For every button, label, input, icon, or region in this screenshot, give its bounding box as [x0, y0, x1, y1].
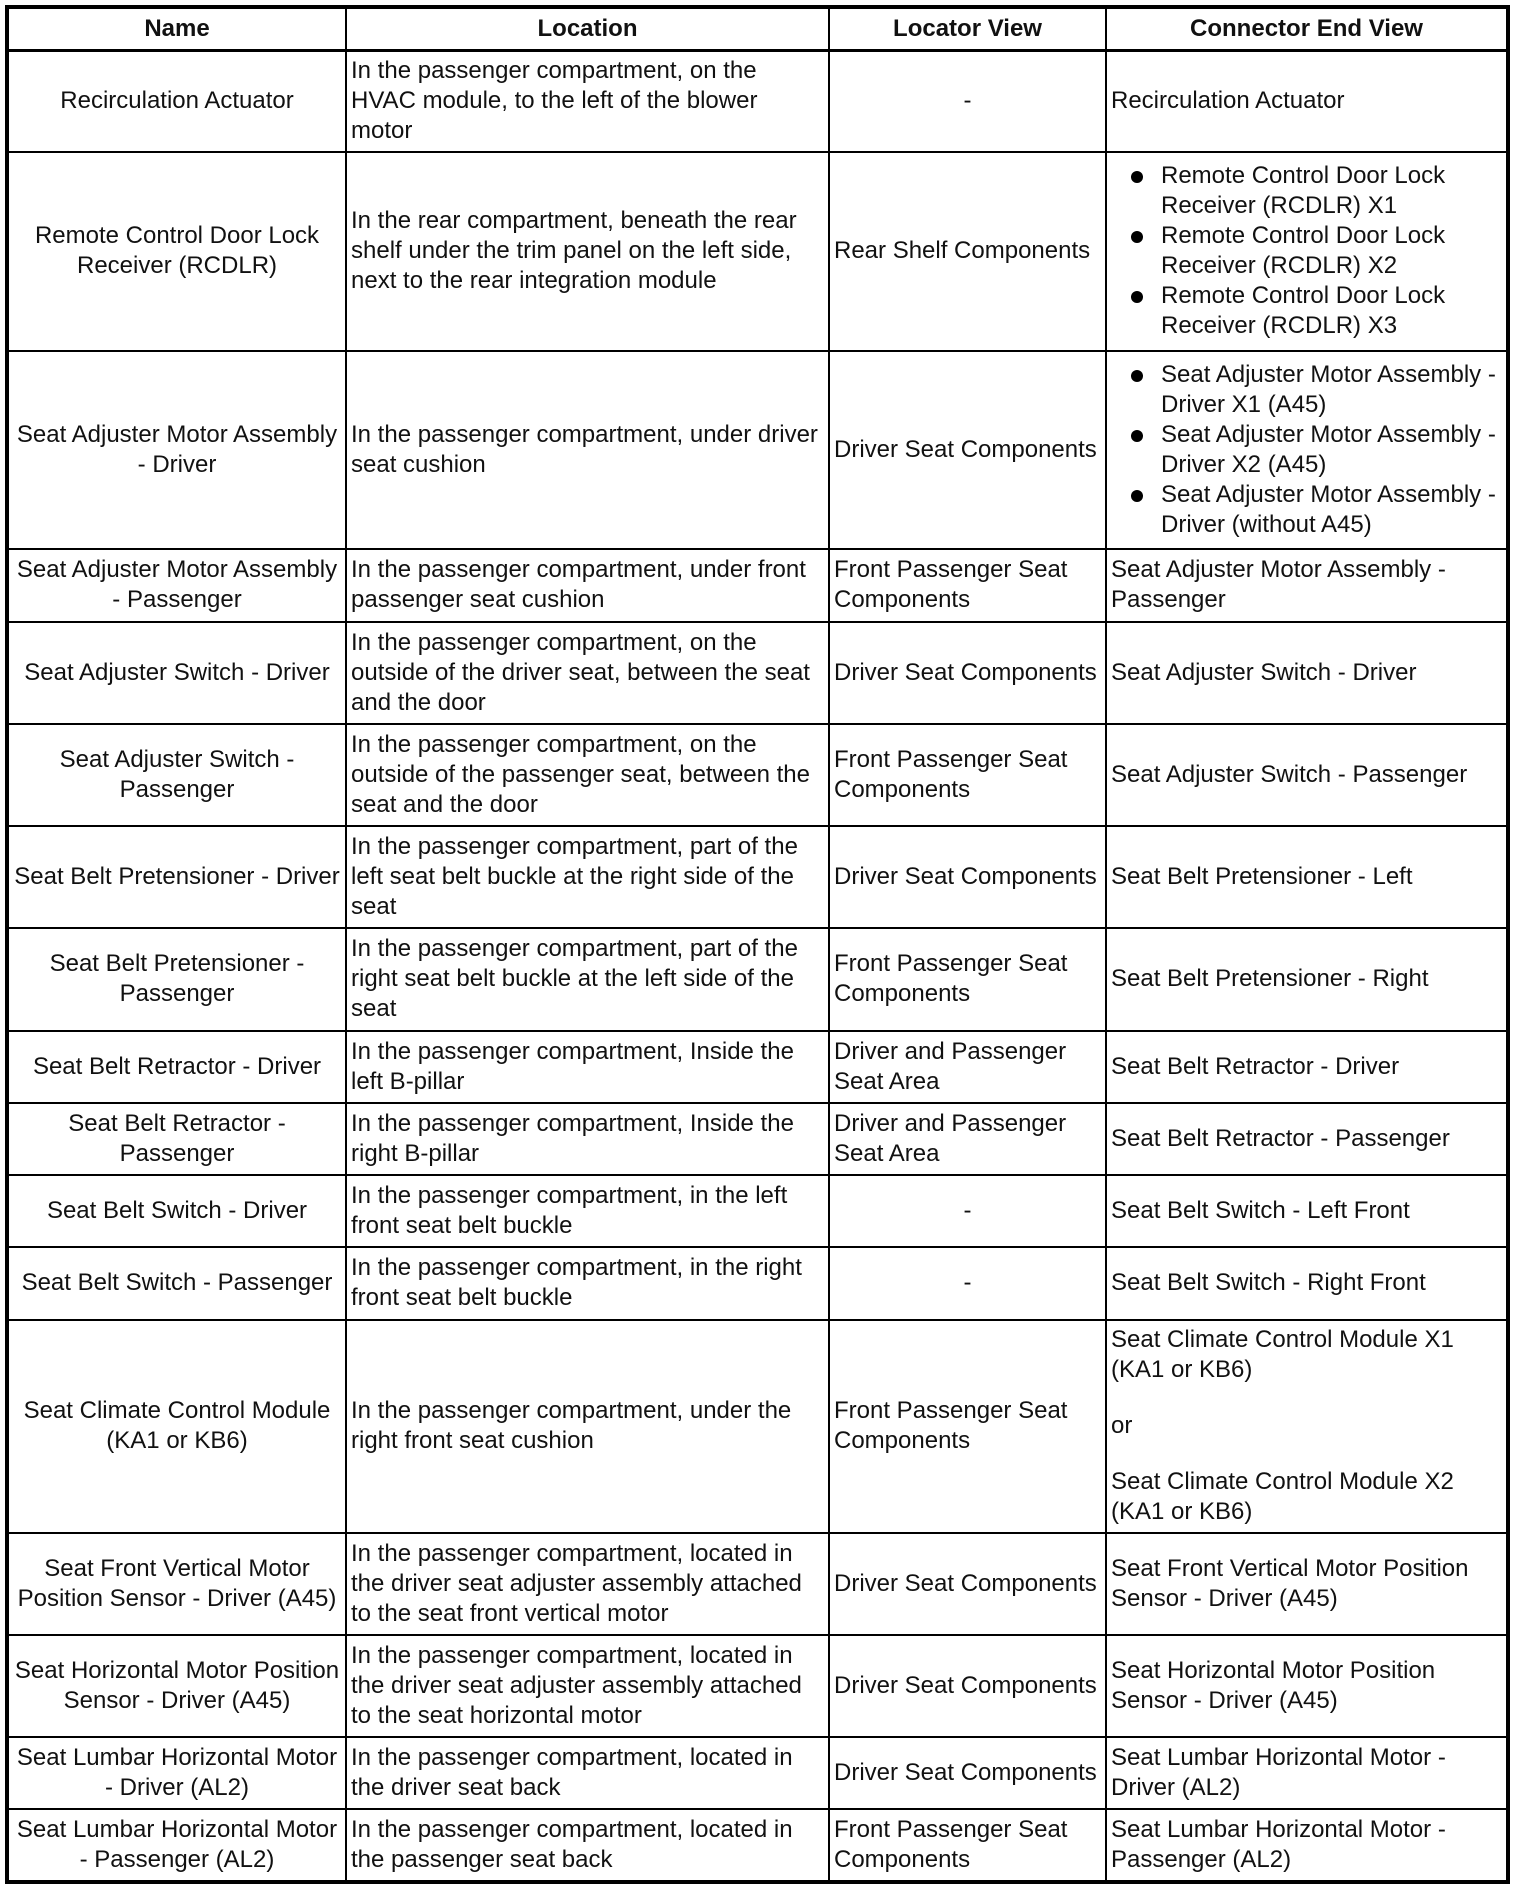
- bullet-icon: [1131, 370, 1143, 382]
- connector-bullet-item[interactable]: [1131, 480, 1502, 540]
- cell-locator-view[interactable]: Driver Seat Components: [829, 1533, 1106, 1635]
- connector-bullet-list: [1111, 360, 1502, 540]
- table-body: [7, 51, 1508, 1882]
- cell-location: In the passenger compartment, in the left front seat belt buckle: [346, 1175, 829, 1247]
- connector-link[interactable]: Seat Adjuster Motor Assembly - Driver X2 (A45): [1161, 420, 1496, 478]
- connector-link[interactable]: Remote Control Door Lock Receiver (RCDLR) X3: [1161, 282, 1446, 339]
- table-row: [7, 724, 1508, 826]
- connector-link[interactable]: Seat Climate Control Module X1 (KA1 or KB6): [1111, 1326, 1454, 1383]
- cell-connector-end-view: [1106, 1247, 1508, 1320]
- bullet-icon: [1131, 490, 1143, 502]
- connector-link[interactable]: Seat Horizontal Motor Position Sensor - Driver (A45): [1111, 1656, 1436, 1714]
- bullet-icon: [1131, 171, 1143, 183]
- cell-name: Seat Lumbar Horizontal Motor - Driver (AL2): [7, 1737, 346, 1809]
- connector-bullet-item[interactable]: [1131, 360, 1502, 420]
- cell-connector-end-view: [1106, 51, 1508, 152]
- cell-locator-view[interactable]: Driver and Passenger Seat Area: [829, 1103, 1106, 1175]
- cell-name: Seat Belt Switch - Passenger: [7, 1247, 346, 1320]
- cell-connector-end-view: [1106, 1809, 1508, 1882]
- cell-locator-view[interactable]: Driver and Passenger Seat Area: [829, 1031, 1106, 1103]
- cell-locator-view[interactable]: Driver Seat Components: [829, 826, 1106, 928]
- bullet-icon: [1131, 430, 1143, 442]
- table-row: [7, 928, 1508, 1031]
- cell-name: Seat Belt Pretensioner - Passenger: [7, 928, 346, 1031]
- table-row: [7, 1247, 1508, 1320]
- cell-locator-view: -: [829, 51, 1106, 152]
- connector-link[interactable]: Seat Front Vertical Motor Position Sensor - Driver (A45): [1111, 1554, 1469, 1612]
- table-row: [7, 1809, 1508, 1882]
- header-row: [7, 7, 1508, 51]
- connector-link[interactable]: Remote Control Door Lock Receiver (RCDLR) X2: [1161, 222, 1446, 279]
- connector-link[interactable]: Seat Belt Pretensioner - Right: [1111, 965, 1429, 992]
- cell-connector-end-view: [1106, 1175, 1508, 1247]
- cell-location: In the passenger compartment, Inside the right B-pillar: [346, 1103, 829, 1175]
- cell-locator-view[interactable]: Front Passenger Seat Components: [829, 1809, 1106, 1882]
- table-row: [7, 549, 1508, 622]
- component-locator-table: [5, 5, 1510, 1884]
- cell-connector-end-view: [1106, 1320, 1508, 1533]
- cell-connector-end-view: [1106, 1031, 1508, 1103]
- connector-link[interactable]: Seat Belt Retractor - Driver: [1111, 1052, 1400, 1080]
- connector-link[interactable]: Seat Lumbar Horizontal Motor - Driver (AL2): [1111, 1743, 1446, 1801]
- cell-name: Seat Climate Control Module (KA1 or KB6): [7, 1320, 346, 1533]
- table-row: [7, 1031, 1508, 1103]
- connector-link[interactable]: Seat Belt Switch - Right Front: [1111, 1269, 1426, 1296]
- cell-location: In the passenger compartment, in the right front seat belt buckle: [346, 1247, 829, 1320]
- cell-location: In the passenger compartment, part of the left seat belt buckle at the right side of the seat: [346, 826, 829, 928]
- cell-locator-view: -: [829, 1247, 1106, 1320]
- cell-locator-view[interactable]: Driver Seat Components: [829, 1635, 1106, 1737]
- cell-location: In the passenger compartment, under driver seat cushion: [346, 351, 829, 549]
- connector-link[interactable]: Seat Adjuster Motor Assembly - Driver (without A45): [1161, 480, 1496, 538]
- connector-link[interactable]: Seat Adjuster Switch - Driver: [1111, 658, 1417, 686]
- header-connector-end-view: Connector End View: [1106, 7, 1508, 51]
- cell-connector-end-view: [1106, 152, 1508, 351]
- cell-locator-view[interactable]: Front Passenger Seat Components: [829, 928, 1106, 1031]
- cell-connector-end-view: [1106, 1635, 1508, 1737]
- table-row: [7, 351, 1508, 549]
- cell-location: In the passenger compartment, part of the right seat belt buckle at the left side of the seat: [346, 928, 829, 1031]
- bullet-icon: [1131, 231, 1143, 243]
- connector-link[interactable]: Seat Adjuster Motor Assembly - Driver X1 (A45): [1161, 360, 1496, 418]
- cell-location: In the passenger compartment, Inside the left B-pillar: [346, 1031, 829, 1103]
- cell-name: Seat Belt Switch - Driver: [7, 1175, 346, 1247]
- cell-location: In the passenger compartment, on the outside of the driver seat, between the seat and the door: [346, 622, 829, 724]
- cell-name: Seat Belt Retractor - Driver: [7, 1031, 346, 1103]
- cell-locator-view[interactable]: Driver Seat Components: [829, 351, 1106, 549]
- cell-connector-end-view: [1106, 1737, 1508, 1809]
- cell-location: In the passenger compartment, on the outside of the passenger seat, between the seat and the door: [346, 724, 829, 826]
- connector-link[interactable]: Seat Belt Retractor - Passenger: [1111, 1124, 1450, 1152]
- table-row: [7, 1533, 1508, 1635]
- bullet-icon: [1131, 291, 1143, 303]
- cell-connector-end-view: [1106, 826, 1508, 928]
- cell-locator-view[interactable]: Front Passenger Seat Components: [829, 1320, 1106, 1533]
- cell-location: In the passenger compartment, located in the passenger seat back: [346, 1809, 829, 1882]
- cell-name: Seat Adjuster Switch - Passenger: [7, 724, 346, 826]
- cell-location: In the passenger compartment, located in the driver seat adjuster assembly attached to the seat front vertical motor: [346, 1533, 829, 1635]
- table-row: [7, 826, 1508, 928]
- cell-connector-end-view: [1106, 724, 1508, 826]
- table-row: [7, 1103, 1508, 1175]
- cell-connector-end-view: [1106, 1533, 1508, 1635]
- cell-name: Seat Lumbar Horizontal Motor - Passenger (AL2): [7, 1809, 346, 1882]
- cell-locator-view[interactable]: Front Passenger Seat Components: [829, 549, 1106, 622]
- connector-bullet-item[interactable]: [1131, 221, 1502, 281]
- cell-connector-end-view: [1106, 622, 1508, 724]
- header-locator-view: Locator View: [829, 7, 1106, 51]
- connector-separator: or: [1111, 1412, 1133, 1439]
- connector-link[interactable]: Seat Adjuster Motor Assembly - Passenger: [1111, 556, 1446, 613]
- spacer: [1111, 1385, 1502, 1411]
- connector-bullet-item[interactable]: [1131, 281, 1502, 341]
- cell-locator-view[interactable]: Driver Seat Components: [829, 1737, 1106, 1809]
- connector-bullet-item[interactable]: [1131, 161, 1502, 221]
- cell-name: Seat Belt Retractor - Passenger: [7, 1103, 346, 1175]
- header-name: Name: [7, 7, 346, 51]
- connector-link[interactable]: Recirculation Actuator: [1111, 87, 1345, 115]
- cell-locator-view[interactable]: Driver Seat Components: [829, 622, 1106, 724]
- cell-locator-view[interactable]: Front Passenger Seat Components: [829, 724, 1106, 826]
- connector-link[interactable]: Seat Climate Control Module X2 (KA1 or KB6): [1111, 1468, 1454, 1525]
- cell-connector-end-view: [1106, 1103, 1508, 1175]
- connector-link[interactable]: Seat Adjuster Switch - Passenger: [1111, 760, 1468, 788]
- table-row: [7, 1635, 1508, 1737]
- cell-name: Seat Horizontal Motor Position Sensor - Driver (A45): [7, 1635, 346, 1737]
- cell-location: In the passenger compartment, under front passenger seat cushion: [346, 549, 829, 622]
- connector-link[interactable]: Remote Control Door Lock Receiver (RCDLR) X1: [1161, 162, 1446, 219]
- cell-name: Remote Control Door Lock Receiver (RCDLR): [7, 152, 346, 351]
- cell-name: Seat Adjuster Motor Assembly - Driver: [7, 351, 346, 549]
- cell-connector-end-view: [1106, 549, 1508, 622]
- connector-link[interactable]: Seat Belt Pretensioner - Left: [1111, 862, 1413, 890]
- cell-connector-end-view: [1106, 928, 1508, 1031]
- spacer: [1111, 1441, 1502, 1467]
- table-row: [7, 1320, 1508, 1533]
- cell-connector-end-view: [1106, 351, 1508, 549]
- connector-link[interactable]: Seat Belt Switch - Left Front: [1111, 1196, 1410, 1224]
- cell-location: In the passenger compartment, on the HVAC module, to the left of the blower motor: [346, 51, 829, 152]
- table-row: [7, 1175, 1508, 1247]
- header-location: Location: [346, 7, 829, 51]
- cell-name: Seat Belt Pretensioner - Driver: [7, 826, 346, 928]
- table-row: [7, 622, 1508, 724]
- cell-locator-view: -: [829, 1175, 1106, 1247]
- cell-location: In the rear compartment, beneath the rear shelf under the trim panel on the left side, next to the rear integration module: [346, 152, 829, 351]
- cell-name: Seat Front Vertical Motor Position Sensor - Driver (A45): [7, 1533, 346, 1635]
- cell-locator-view[interactable]: Rear Shelf Components: [829, 152, 1106, 351]
- cell-location: In the passenger compartment, located in the driver seat back: [346, 1737, 829, 1809]
- cell-name: Recirculation Actuator: [7, 51, 346, 152]
- table-row: [7, 1737, 1508, 1809]
- connector-bullet-list: [1111, 161, 1502, 341]
- connector-bullet-item[interactable]: [1131, 420, 1502, 480]
- cell-location: In the passenger compartment, located in the driver seat adjuster assembly attached to the seat horizontal motor: [346, 1635, 829, 1737]
- cell-location: In the passenger compartment, under the right front seat cushion: [346, 1320, 829, 1533]
- cell-name: Seat Adjuster Switch - Driver: [7, 622, 346, 724]
- cell-name: Seat Adjuster Motor Assembly - Passenger: [7, 549, 346, 622]
- table-row: [7, 51, 1508, 152]
- table-row: [7, 152, 1508, 351]
- connector-link[interactable]: Seat Lumbar Horizontal Motor - Passenger (AL2): [1111, 1815, 1446, 1873]
